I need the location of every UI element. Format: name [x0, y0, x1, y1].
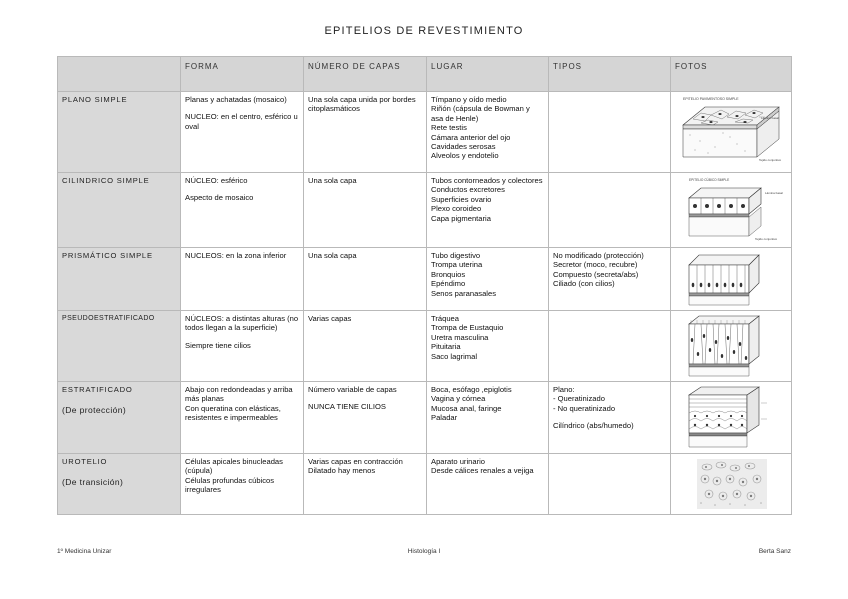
row-title-sub: (De protección) [62, 405, 127, 416]
photo-cell [671, 454, 792, 515]
table-row [58, 454, 792, 515]
lugar-item: Trompa de Eustaquio [431, 323, 504, 333]
capas-text: Varias capas [308, 314, 352, 323]
lugar-item: Boca, esófago ,epiglotis [431, 385, 512, 394]
lugar-cell [427, 454, 549, 515]
forma-cell [181, 382, 304, 454]
lugar-item: Saco lagrimal [431, 351, 478, 361]
lugar-item: Vagina y córnea [431, 394, 486, 404]
forma-text: NÚCLEOS: a distintas alturas (no todos llegan a la superficie) [185, 314, 299, 333]
footer-subject: Histología I [407, 548, 441, 555]
header-capas: NÚMERO DE CAPAS [304, 57, 427, 92]
header-forma: FORMA [181, 57, 304, 92]
forma-text: NUCLEOS: en la zona inferior [185, 251, 287, 260]
tipos-item: - Queratinizado [553, 394, 605, 404]
simple-columnar-diagram [675, 251, 787, 307]
forma-text: Siempre tiene cilios [185, 340, 251, 350]
forma-cell [181, 92, 304, 173]
lugar-cell [427, 248, 549, 311]
row-title: PSEUDOESTRATIFICADO [58, 311, 181, 382]
lugar-item: Rete testis [431, 123, 467, 133]
table-row [58, 248, 792, 311]
lugar-item: Aparato urinario [431, 457, 486, 466]
header-lugar: LUGAR [427, 57, 549, 92]
photo-label: Lámina basal [765, 191, 783, 195]
tipos-cell [549, 382, 671, 454]
footer-author: Berta Sanz [758, 548, 791, 555]
capas-cell [304, 454, 427, 515]
table-row [58, 173, 792, 248]
photo-label: Tejido conjuntivo [755, 237, 778, 241]
forma-text: Con queratina con elásticas, resistentes e impermeables [185, 403, 281, 423]
forma-cell [181, 311, 304, 382]
photo-cell [671, 311, 792, 382]
tipos-cell [549, 248, 671, 311]
forma-text: Abajo con redondeadas y arriba más planas [185, 385, 293, 404]
pseudostratified-diagram [675, 314, 787, 378]
forma-cell [181, 454, 304, 515]
row-title-sub: (De transición) [62, 477, 124, 488]
tipos-item: Compuesto (secreta/abs) [553, 269, 639, 279]
lugar-item: Mucosa anal, faringe [431, 403, 502, 413]
photo-label: Tejido conjuntivo [759, 158, 782, 162]
row-title-main: UROTELIO [62, 457, 108, 466]
lugar-item: Tubos contorneados y colectores [431, 176, 543, 185]
lugar-item: Tubo digestivo [431, 251, 481, 260]
row-title: PLANO SIMPLE [58, 92, 181, 173]
capas-text: Una sola capa [308, 251, 357, 260]
forma-text: Células apicales binucleadas (cúpula) [185, 457, 283, 476]
forma-cell [181, 248, 304, 311]
lugar-item: Desde cálices renales a vejiga [431, 466, 534, 476]
lugar-item: Superficies ovario [431, 194, 492, 204]
epithelia-table [57, 56, 792, 515]
lugar-item: Paladar [431, 413, 458, 423]
row-title: PRISMÁTICO SIMPLE [58, 248, 181, 311]
forma-text: Planas y achatadas (mosaico) [185, 95, 287, 104]
tipos-cell [549, 311, 671, 382]
capas-text: NUNCA TIENE CILIOS [308, 402, 386, 412]
forma-text: Aspecto de mosaico [185, 193, 254, 203]
lugar-item: Tímpano y oído medio [431, 95, 507, 104]
lugar-item: Plexo coroideo [431, 204, 482, 214]
simple-cuboidal-diagram [675, 176, 787, 244]
row-title [58, 382, 181, 454]
tipos-item: No modificado (protección) [553, 251, 644, 260]
capas-text: Dilatado hay menos [308, 466, 376, 476]
footer-course: 1º Medicina Unizar [57, 548, 112, 555]
tipos-cell [549, 173, 671, 248]
forma-text: Células profundas cúbicos irregulares [185, 475, 275, 495]
row-title [58, 454, 181, 515]
capas-cell [304, 173, 427, 248]
lugar-cell [427, 382, 549, 454]
row-title: CILINDRICO SIMPLE [58, 173, 181, 248]
lugar-cell [427, 173, 549, 248]
lugar-item: Senos paranasales [431, 288, 497, 298]
capas-cell [304, 382, 427, 454]
lugar-item: Uretra masculina [431, 332, 489, 342]
urothelium-micrograph [675, 457, 787, 511]
capas-text: Una sola capa unida por bordes citoplasmáticos [308, 95, 416, 114]
photo-cell [671, 92, 792, 173]
capas-cell [304, 248, 427, 311]
header-blank [58, 57, 181, 92]
photo-cell [671, 382, 792, 454]
tipos-item: - No queratinizado [553, 403, 616, 413]
lugar-cell [427, 311, 549, 382]
photo-label: Lámina basal [761, 116, 779, 120]
capas-text: Una sola capa [308, 176, 357, 185]
forma-cell [181, 173, 304, 248]
forma-text: NUCLEO: en el centro, esférico u oval [185, 112, 298, 131]
table-row [58, 92, 792, 173]
photo-label: EPITELIO PAVIMENTOSO SIMPLE [683, 97, 739, 101]
lugar-item: Bronquios [431, 269, 466, 279]
table-row [58, 382, 792, 454]
lugar-item: Capa pigmentaria [431, 213, 491, 223]
lugar-item: Cavidades serosas [431, 142, 496, 152]
lugar-item: Tráquea [431, 314, 460, 323]
capas-text: Número variable de capas [308, 385, 397, 394]
table-row [58, 311, 792, 382]
stratified-diagram [675, 385, 787, 449]
lugar-item: Cámara anterior del ojo [431, 132, 511, 142]
table-header-row [58, 57, 792, 92]
lugar-item: Riñón (cápsula de Bowman y asa de Henle) [431, 104, 530, 123]
capas-text: Varias capas en contracción [308, 457, 403, 466]
lugar-item: Trompa uterina [431, 260, 483, 270]
photo-label: EPITELIO CÚBICO SIMPLE [689, 178, 730, 182]
tipos-heading: Plano: [553, 385, 575, 394]
tipos-cell [549, 92, 671, 173]
tipos-item: Secretor (moco, recubre) [553, 260, 638, 270]
capas-cell [304, 311, 427, 382]
simple-squamous-diagram [675, 95, 787, 169]
document-title: EPITELIOS DE REVESTIMIENTO [324, 25, 524, 37]
lugar-item: Conductos excretores [431, 185, 505, 195]
tipos-item: Cilíndrico (abs/humedo) [553, 421, 634, 431]
forma-text: NÚCLEO: esférico [185, 176, 248, 185]
photo-cell [671, 173, 792, 248]
capas-cell [304, 92, 427, 173]
lugar-item: Alveolos y endotelio [431, 151, 499, 161]
row-title-main: ESTRATIFICADO [62, 385, 133, 394]
lugar-item: Epéndimo [431, 279, 466, 289]
tipos-cell [549, 454, 671, 515]
lugar-cell [427, 92, 549, 173]
lugar-item: Pituitaria [431, 342, 461, 352]
header-tipos: TIPOS [549, 57, 671, 92]
photo-cell [671, 248, 792, 311]
tipos-item: Ciliado (con cilios) [553, 279, 615, 289]
header-fotos: FOTOS [671, 57, 792, 92]
